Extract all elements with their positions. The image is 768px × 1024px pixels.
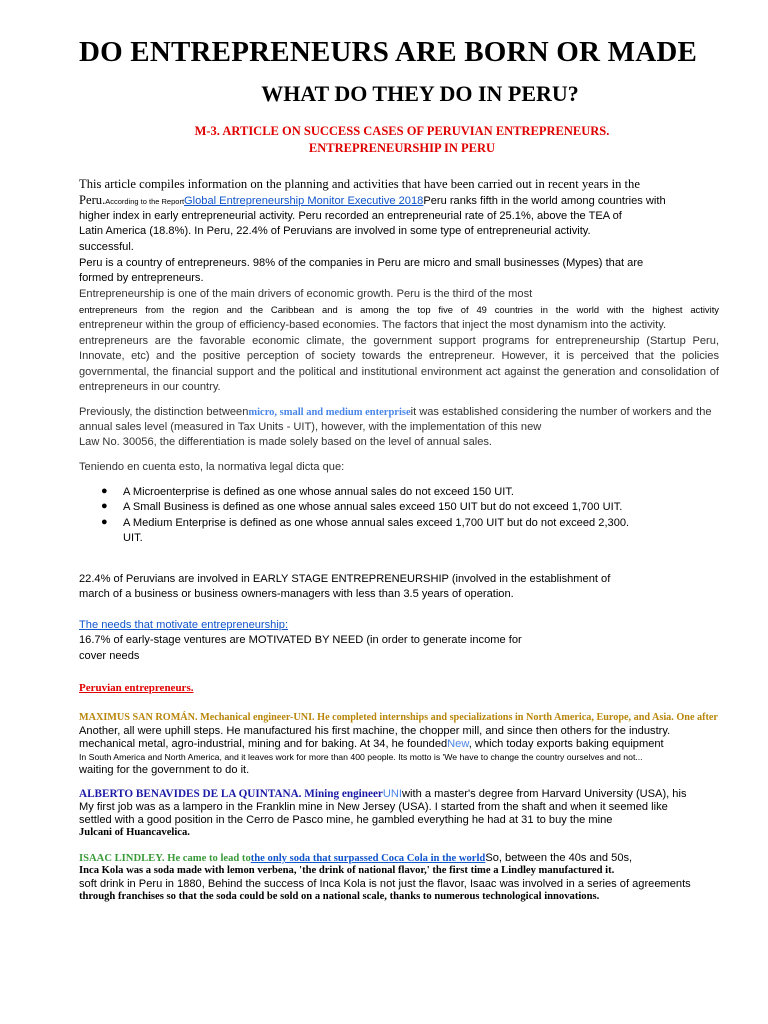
maximus-line-4: In South America and North America, and it leaves work for more than 400 people. Its motto is 'We have to change the country ourselves and not... (79, 752, 643, 762)
gem-report-link[interactable]: Global Entrepreneurship Monitor Executive 2018 (184, 195, 424, 207)
alberto-name: ALBERTO BENAVIDES DE LA QUINTANA. Mining engineer (79, 788, 383, 800)
alberto-line-1 (79, 787, 687, 801)
new-company-name: New (447, 738, 469, 750)
intro-line-5: successful. (79, 241, 134, 253)
maximus-line-5: waiting for the government to do it. (79, 764, 250, 776)
maximus-text-c: , which today exports baking equipment (468, 738, 664, 750)
alberto-line-2: My first job was as a lampero in the Franklin mine in New Jersey (USA). I started from the shaft and when it seemed like (79, 801, 668, 813)
bullet-dot: ● (101, 500, 108, 512)
mype-term: micro, small and medium enterprise (248, 407, 411, 418)
drivers-line-7: entrepreneurs in our country. (79, 381, 221, 393)
maximus-line-3 (79, 737, 664, 751)
isaac-line-3: soft drink in Peru in 1880, Behind the success of Inca Kola is not just the flavor, Isaac was involved in a series of agreements (79, 878, 691, 890)
bullet-item-2: A Small Business is defined as one whose annual sales exceed 150 UIT but do not exceed 1,700 UIT. (123, 501, 623, 513)
page-title: DO ENTREPRENEURS ARE BORN OR MADE (78, 36, 698, 68)
previously-line-3: Law No. 30056, the differentiation is made solely based on the level of annual sales. (79, 436, 492, 448)
bullet-dot: ● (101, 485, 108, 497)
isaac-line-4: through franchises so that the soda could be sold on a national scale, thanks to numerous technological innovations. (79, 891, 600, 902)
bullet-item-3-cont: UIT. (123, 532, 143, 544)
drivers-line-1: Entrepreneurship is one of the main drivers of economic growth. Peru is the third of the most (79, 288, 533, 300)
isaac-name: ISAAC LINDLEY. He came to lead to (79, 853, 251, 864)
previously-text-c: it was established considering the number of workers and the (410, 406, 712, 418)
isaac-line-2: Inca Kola was a soda made with lemon verbena, 'the drink of national flavor,' the first time a Lindley manufactured it. (79, 865, 615, 876)
intro-line-2 (79, 193, 666, 209)
page-subtitle: WHAT DO THEY DO IN PERU? (261, 81, 579, 106)
section-heading-1: M-3. ARTICLE ON SUCCESS CASES OF PERUVIAN ENTREPRENEURS. (194, 124, 610, 138)
alberto-line-3: settled with a good position in the Cerro de Pasco mine, he gambled everything he had at 31 to buy the mine (79, 814, 613, 826)
early-line-2: march of a business or business owners-managers with less than 3.5 years of operation. (79, 588, 514, 600)
drivers-line-2: entrepreneurs from the region and the Caribbean and is among the top five of 49 countries in the world with the highest activity (79, 304, 719, 315)
needs-line-1: 16.7% of early-stage ventures are MOTIVATED BY NEED (in order to generate income for (79, 634, 522, 646)
peruvian-entrepreneurs-heading: Peruvian entrepreneurs. (79, 682, 194, 694)
previously-text-a: Previously, the distinction between (79, 406, 249, 418)
intro-line-6: Peru is a country of entrepreneurs. 98% of the companies in Peru are micro and small businesses (Mypes) that are (79, 257, 644, 269)
drivers-line-4: entrepreneurs are the favorable economic climate, the government support programs for entrepreneurship (Startup Peru, (79, 335, 719, 347)
intro-peru: Peru. (79, 193, 106, 207)
alberto-line-4: Julcani of Huancavelica. (79, 827, 190, 838)
bullet-item-1: A Microenterprise is defined as one whose annual sales do not exceed 150 UIT. (123, 486, 514, 498)
intro-according: According to the Report (105, 197, 185, 206)
isaac-text-c: So, between the 40s and 50s, (485, 852, 633, 864)
drivers-line-6: governmental, the financial support and the political and institutional environment act against the generation and consolidation of (79, 366, 719, 378)
previously-line-1 (79, 405, 712, 420)
maximus-text-a: mechanical metal, agro-industrial, mining and for baking. At 34, he founded (79, 738, 448, 750)
drivers-line-3: entrepreneur within the group of efficiency-based economies. The factors that inject the most dynamism into the activity. (79, 319, 667, 331)
early-line-1: 22.4% of Peruvians are involved in EARLY STAGE ENTREPRENEURSHIP (involved in the establishment of (79, 573, 611, 585)
section-heading-2: ENTREPRENEURSHIP IN PERU (308, 141, 496, 155)
bullet-dot: ● (101, 516, 108, 528)
previously-line-2: annual sales level (measured in Tax Units - UIT), however, with the implementation of this new (79, 421, 542, 433)
intro-line-1: This article compiles information on the planning and activities that have been carried out in recent years in the (79, 177, 640, 191)
bullet-item-3: A Medium Enterprise is defined as one whose annual sales exceed 1,700 UIT but do not exceed 2,300. (123, 517, 630, 529)
drivers-line-5: Innovate, etc) and the positive perception of society towards the entrepreneur. However, it is perceived that the policies (79, 350, 719, 362)
isaac-soda-link[interactable]: the only soda that surpassed Coca Cola in the world (250, 853, 486, 864)
needs-line-2: cover needs (79, 650, 140, 662)
alberto-text-c: with a master's degree from Harvard University (USA), his (402, 788, 687, 800)
maximus-line-2: Another, all were uphill steps. He manufactured his first machine, the chopper mill, and since then others for the industry. (79, 725, 671, 737)
teniendo-line: Teniendo en cuenta esto, la normativa legal dicta que: (79, 461, 345, 473)
needs-link[interactable]: The needs that motivate entrepreneurship: (79, 619, 289, 631)
maximus-line-1: MAXIMUS SAN ROMÁN. Mechanical engineer-UNI. He completed internships and specializations in North America, Europe, and Asia. One after (79, 712, 718, 723)
intro-line-3: higher index in early entrepreneurial activity. Peru recorded an entrepreneurial rate of 25.1%, above the TEA of (79, 210, 622, 222)
intro-line-4: Latin America (18.8%). In Peru, 22.4% of Peruvians are involved in some type of entrepreneurial activity. (79, 225, 591, 237)
uni-text: UNI (382, 788, 403, 800)
intro-line-7: formed by entrepreneurs. (79, 272, 204, 284)
intro-ranks: Peru ranks fifth in the world among countries with (423, 195, 666, 207)
